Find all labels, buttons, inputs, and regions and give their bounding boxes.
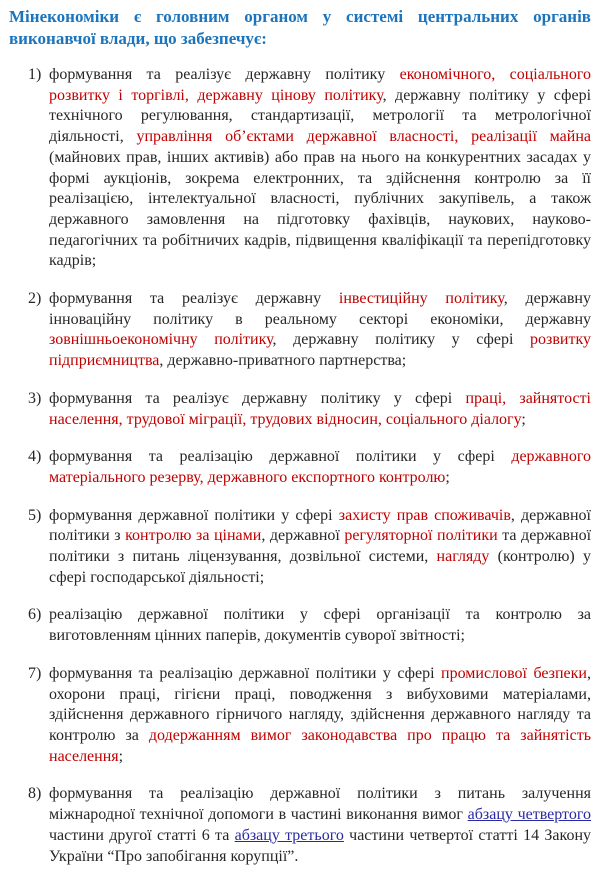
list-item-content	[49, 390, 591, 428]
list-item-number: 6)	[28, 606, 42, 624]
list-item	[9, 605, 591, 646]
red-text-segment: економічного, соціального розвитку і торгівлі, державну цінову політику	[49, 66, 591, 104]
list-item	[9, 65, 591, 272]
red-text-segment: промислової безпеки	[441, 664, 587, 682]
red-text-segment: державного матеріального резерву, державного експортного контролю	[49, 448, 591, 486]
hyperlink[interactable]: абзацу третього	[234, 826, 344, 844]
list-item-content	[49, 448, 591, 486]
text-segment: ;	[445, 468, 450, 486]
red-text-segment: зовнішньоекономічну політику	[49, 331, 273, 349]
list-item-content	[49, 606, 591, 644]
red-text-segment: додержанням вимог законодавства про працю та зайнятість населення	[49, 726, 592, 765]
list-item-content	[49, 290, 591, 369]
text-segment: ;	[521, 410, 526, 428]
list-item	[9, 664, 591, 768]
text-segment: , державну політику у сфері	[272, 331, 531, 349]
list-item-number: 7)	[28, 664, 42, 682]
red-text-segment: нагляду	[436, 548, 490, 566]
text-segment: формування державної політики у сфері	[49, 506, 339, 524]
list-item-number: 1)	[28, 66, 42, 83]
text-segment: частини четвертої статті 14 Закону України “Про запобігання корупції”.	[49, 826, 592, 865]
text-segment: , державної	[261, 527, 345, 545]
list-item-number: 3)	[28, 389, 42, 407]
list-item-number: 4)	[28, 448, 42, 466]
text-segment: ;	[118, 747, 124, 765]
list-item	[9, 447, 591, 488]
text-segment: формування та реалізацію державної політики з питань залучення міжнародної технічної допомоги в частині виконання вимог	[49, 785, 591, 824]
document-heading: Мінекономіки є головним органом у системі центральних органів виконавчої влади, що забезпечує:	[9, 7, 591, 48]
list-item-content	[49, 665, 591, 765]
list-item	[9, 784, 591, 867]
red-text-segment: розвитку підприємництва	[49, 331, 592, 370]
red-text-segment: захисту прав споживачів	[338, 506, 511, 524]
text-segment: (контролю) у сфері господарської діяльності;	[49, 548, 591, 586]
text-segment: частини другої статті 6 та	[49, 826, 235, 844]
text-segment: формування та реалізацію державної політики у сфері	[49, 448, 512, 466]
hyperlink[interactable]: абзацу четвертого	[467, 806, 592, 824]
red-text-segment: регуляторної політики	[344, 527, 498, 545]
text-segment: формування та реалізує державну	[49, 290, 339, 308]
list-item-content	[49, 507, 591, 586]
text-segment: формування та реалізує державну політику у сфері	[49, 389, 466, 407]
red-text-segment: управління об’єктами державної власності, реалізації майна	[136, 128, 591, 146]
red-text-segment: контролю за цінами	[125, 527, 262, 545]
text-segment: формування та реалізацію державної політики у сфері	[49, 664, 442, 682]
text-segment: , державну політику у сфері технічного регулювання, стандартизації, метрології та метрологічної діяльності,	[49, 86, 592, 146]
text-segment: , охорони праці, гігієни праці, поводження з вибуховими матеріалами, здійснення державного гірничого нагляду, здійснення державного нагляду та контролю за	[49, 664, 591, 744]
list-item-number: 8)	[28, 785, 42, 803]
red-text-segment: інвестиційну політику	[338, 290, 504, 308]
numbered-list	[9, 65, 591, 867]
red-text-segment: праці, зайнятості населення, трудової міграції, трудових відносин, соціального діалогу	[49, 389, 592, 428]
list-item-content	[49, 66, 591, 269]
text-segment: , державно-приватного партнерства;	[159, 352, 407, 370]
list-item-number: 2)	[28, 290, 42, 308]
list-item	[9, 289, 591, 372]
text-segment: та державної політики з питань ліцензування, дозвільної системи,	[49, 527, 592, 566]
text-segment: , державну інноваційну політику в реальному секторі економіки, державну	[49, 290, 591, 328]
text-segment: формування та реалізує державну політику	[49, 66, 400, 83]
text-segment: , державної політики з	[49, 506, 591, 545]
list-item	[9, 389, 591, 430]
list-item-number: 5)	[28, 506, 42, 524]
list-item	[9, 506, 591, 589]
text-segment: реалізацію державної політики у сфері організації та контролю за виготовленням цінних паперів, документів суворої звітності;	[49, 606, 591, 645]
list-item-content	[49, 785, 591, 864]
text-segment: (майнових прав, інших активів) або прав на нього на конкурентних засадах у формі аукціонів, зокрема електронних, та здійснення контролю за її реалізацією, інтелектуальної власності, публічних закупівель, а також державного замовлення на підготовку фахівців, наукових, науково-педагогічних та робітничих кадрів, підвищення кваліфікації та перепідготовку кадрів;	[49, 148, 591, 270]
